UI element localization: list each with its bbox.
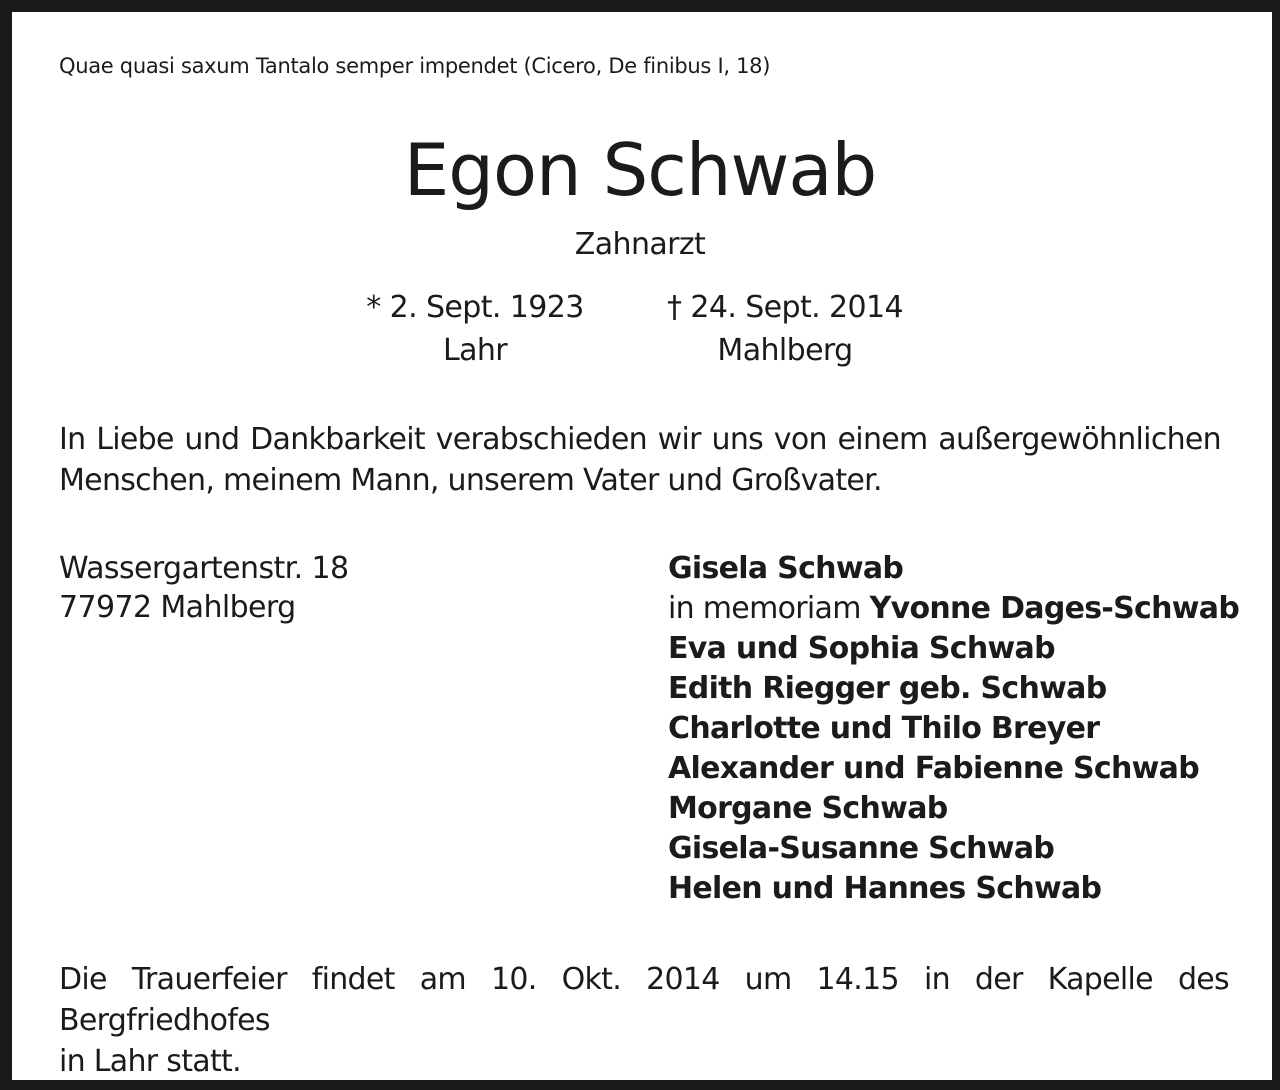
motto-quote: Quae quasi saxum Tantalo semper impendet (Cicero, De finibus I, 18) <box>59 54 771 78</box>
family-member: Morgane Schwab <box>668 791 948 826</box>
family-member: Charlotte und Thilo Breyer <box>668 711 1100 746</box>
family-member: Gisela Schwab <box>668 551 904 586</box>
death-date: † 24. Sept. 2014 <box>667 290 903 325</box>
farewell-line: Menschen, meinem Mann, unserem Vater und Großvater. <box>59 463 882 498</box>
birth-place: Lahr <box>442 333 508 368</box>
memoriam-line <box>668 589 1239 629</box>
family-list <box>668 549 1239 909</box>
family-member: Edith Riegger geb. Schwab <box>668 671 1107 706</box>
funeral-line: Die Trauerfeier findet am 10. Okt. 2014 um 14.15 in der Kapelle des Bergfriedhofes <box>59 962 1229 1038</box>
deceased-name: Egon Schwab <box>403 128 877 212</box>
funeral-info <box>59 959 1229 1082</box>
farewell-line: In Liebe und Dankbarkeit verabschieden wir uns von einem außergewöhnlichen <box>59 422 1221 457</box>
address-city: 77972 Mahlberg <box>59 590 296 625</box>
family-member: Helen und Hannes Schwab <box>668 871 1102 906</box>
funeral-line: in Lahr statt. <box>59 1044 241 1079</box>
birth-block <box>355 286 595 372</box>
address-street: Wassergartenstr. 18 <box>59 551 349 586</box>
memoriam-name: Yvonne Dages-Schwab <box>869 591 1240 626</box>
birth-date: * 2. Sept. 1923 <box>366 290 584 325</box>
death-place: Mahlberg <box>717 333 853 368</box>
family-member: Gisela-Susanne Schwab <box>668 831 1055 866</box>
death-block <box>660 286 910 372</box>
memoriam-prefix: in memoriam <box>668 591 861 626</box>
profession: Zahnarzt <box>574 227 706 262</box>
address-block <box>59 549 348 627</box>
family-member: Eva und Sophia Schwab <box>668 631 1055 666</box>
farewell-message <box>59 419 1221 501</box>
family-member: Alexander und Fabienne Schwab <box>668 751 1199 786</box>
